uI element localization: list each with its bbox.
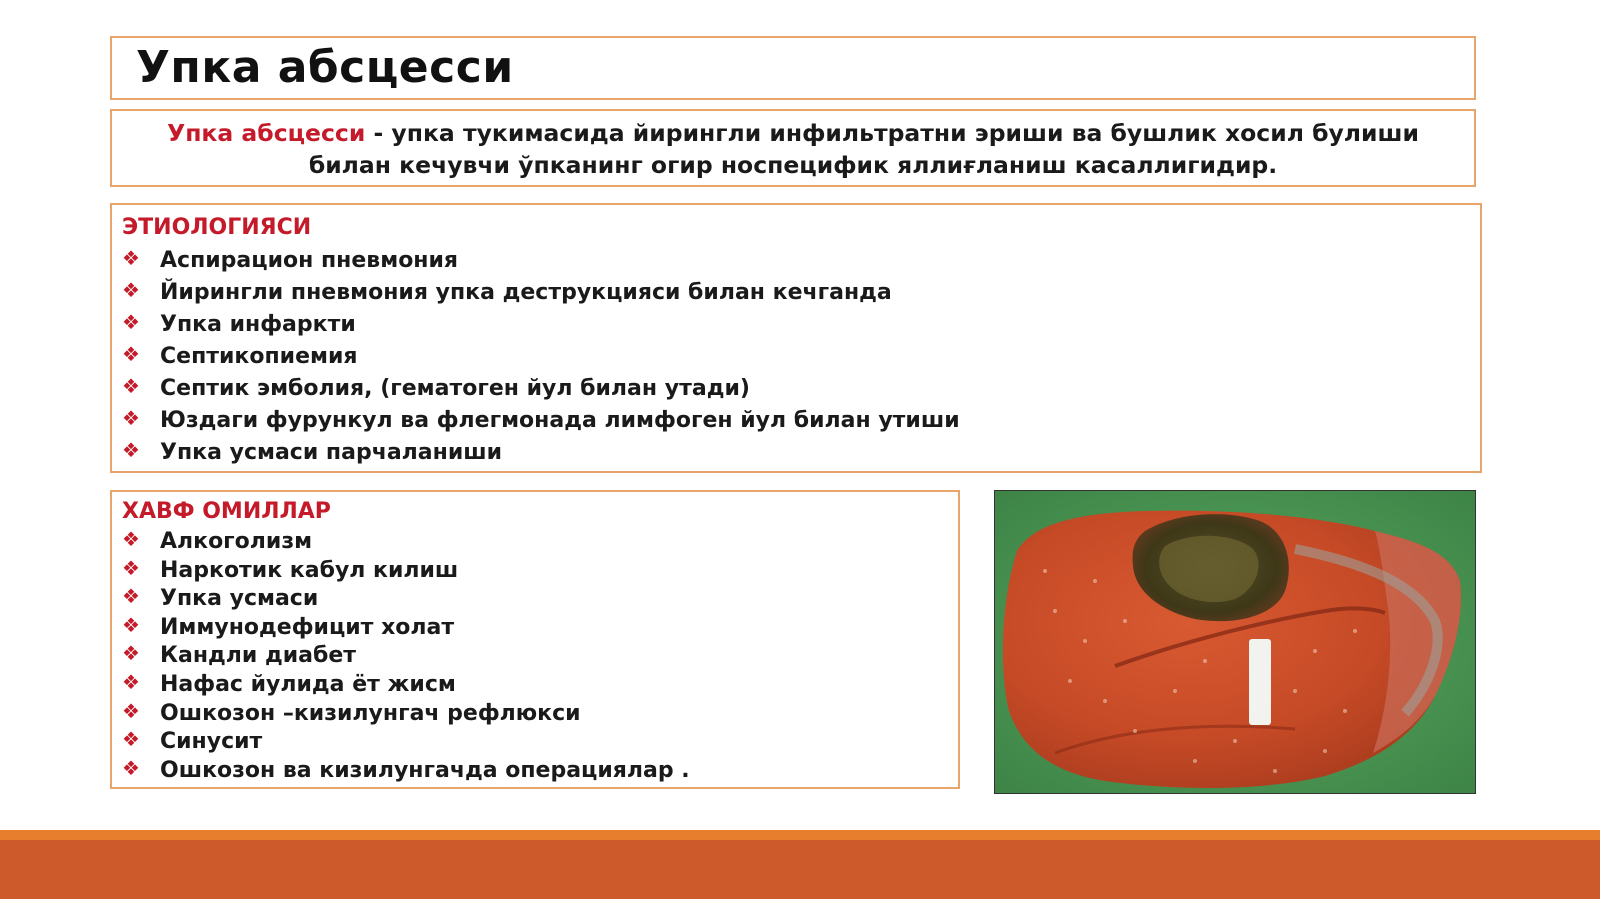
definition-text (152, 117, 1434, 181)
list-item: ❖ Юздаги фурункул ва флегмонада лимфоген йул билан утиши (122, 405, 1470, 437)
list-item: ❖ Аспирацион пневмония (122, 245, 1470, 277)
list-item: ❖ Иммунодефицит холат (122, 612, 455, 640)
diamond-cluster-icon: ❖ (122, 612, 140, 637)
diamond-cluster-icon: ❖ (122, 698, 140, 723)
risk-factors-list (122, 528, 948, 785)
etiology-heading: ЭТИОЛОГИЯСИ (122, 215, 312, 240)
diamond-cluster-icon: ❖ (122, 278, 140, 302)
lung-specimen-illustration (995, 491, 1475, 793)
definition-term: Упка абсцесси (167, 119, 366, 147)
diamond-cluster-icon: ❖ (122, 438, 140, 462)
list-item: ❖ Септикопиемия (122, 341, 1470, 373)
diamond-cluster-icon: ❖ (122, 584, 140, 609)
list-item: ❖ Упка инфаркти (122, 309, 1470, 341)
diamond-cluster-icon: ❖ (122, 246, 140, 270)
list-item: ❖ Алкоголизм (122, 527, 313, 554)
risk-factors-heading: ХАВФ ОМИЛЛАР (122, 499, 331, 524)
diamond-cluster-icon: ❖ (122, 310, 140, 334)
risk-factors-box (110, 490, 960, 789)
slide-title: Упка абсцесси (136, 42, 514, 93)
list-item: ❖ Синусит (122, 727, 263, 755)
list-item: ❖ Упка усмаси (122, 584, 319, 612)
list-item: ❖ Кандли диабет (122, 641, 357, 669)
diamond-cluster-icon: ❖ (122, 555, 140, 580)
diamond-cluster-icon: ❖ (122, 755, 140, 780)
list-item: ❖ Йирингли пневмония упка деструкцияси билан кечганда (122, 277, 1470, 309)
diamond-cluster-icon: ❖ (122, 669, 140, 694)
footer-bar (0, 830, 1600, 899)
list-item: ❖ Упка усмаси парчаланиши (122, 437, 1470, 469)
list-item: ❖ Ошкозон ва кизилунгачда операциялар . (122, 755, 690, 783)
title-box (110, 36, 1476, 100)
definition-body: - упка тукимасида йирингли инфильтратни эриши ва бушлик хосил булиши билан кечувчи ўпканинг огир носпецифик яллиғланиш касаллигидир. (308, 119, 1419, 179)
etiology-list (122, 245, 1470, 469)
etiology-box (110, 203, 1482, 473)
diamond-cluster-icon: ❖ (122, 342, 140, 366)
diamond-cluster-icon: ❖ (122, 641, 140, 666)
footer-stripe (0, 830, 1600, 840)
list-item: ❖ Нафас йулида ёт жисм (122, 669, 456, 697)
list-item: ❖ Наркотик кабул килиш (122, 555, 459, 583)
diamond-cluster-icon: ❖ (122, 527, 140, 551)
definition-box (110, 109, 1476, 187)
lung-abscess-photo (994, 490, 1476, 794)
diamond-cluster-icon: ❖ (122, 727, 140, 752)
diamond-cluster-icon: ❖ (122, 374, 140, 398)
diamond-cluster-icon: ❖ (122, 406, 140, 430)
list-item: ❖ Септик эмболия, (гематоген йул билан утади) (122, 373, 1470, 405)
list-item: ❖ Ошкозон –кизилунгач рефлюкси (122, 698, 581, 726)
